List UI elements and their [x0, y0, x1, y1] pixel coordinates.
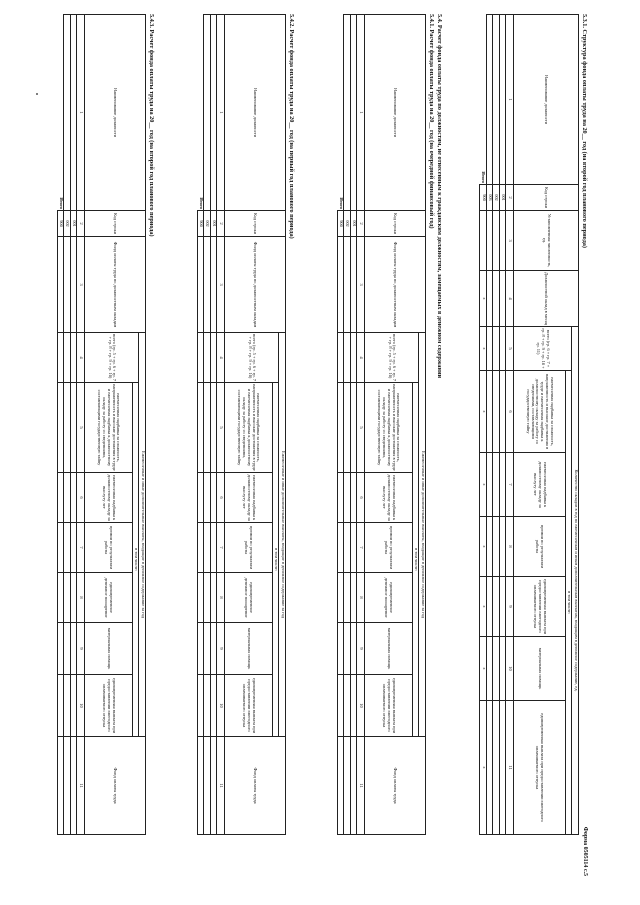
incl-header: в том числе:: [412, 383, 419, 737]
colnum: 3: [77, 237, 85, 333]
col-code-header: Код строки: [513, 185, 578, 211]
table-row: [344, 15, 350, 835]
cell[interactable]: [480, 211, 487, 271]
colnum: 8: [506, 517, 514, 577]
colnum: 10: [217, 675, 225, 737]
cell[interactable]: [499, 517, 505, 577]
total-code: 900: [337, 211, 344, 237]
cross-mark: x: [480, 453, 487, 517]
total-row: [197, 15, 204, 835]
table-row: [487, 15, 493, 835]
col8-header: единовременное денежное поощрение: [364, 573, 412, 623]
col6-header: ежемесячная надбавка к должностному окладу за выслугу лет: [84, 473, 132, 523]
cell[interactable]: [487, 517, 493, 577]
cell[interactable]: [57, 573, 64, 623]
col-total-header: всего (гр. 5 + гр. 6 + гр. 7 + гр. 8 + гр. 9 + гр. 10): [84, 333, 139, 383]
colnum: 4: [77, 333, 85, 383]
cross-mark: x: [480, 271, 487, 327]
row-code: 002: [344, 211, 350, 237]
table-row: [70, 15, 76, 835]
colnum: 5: [357, 383, 365, 473]
title-542: 5.4.2. Расчет фонда оплаты труда на 20__ год (на первый год планового периода): [288, 14, 295, 239]
cell[interactable]: [197, 237, 204, 333]
col-fund-header: Фонд оплаты труда по должностным окладам: [224, 237, 285, 333]
colnum: 3: [217, 237, 225, 333]
cell[interactable]: [337, 523, 344, 573]
cell[interactable]: [197, 737, 204, 835]
colnum: 4: [357, 333, 365, 383]
group-header: Ежемесячные и иные дополнительные выплаты, входящие в денежное содержание за год: [279, 333, 286, 737]
cell[interactable]: [57, 237, 64, 333]
col8-header: единовременное денежное поощрение: [224, 573, 272, 623]
structure-table: [479, 14, 579, 835]
cell[interactable]: [210, 383, 216, 473]
cell[interactable]: [499, 211, 505, 271]
colnum: 6: [217, 473, 225, 523]
cell[interactable]: [337, 383, 344, 473]
colnum: 1: [77, 15, 85, 211]
total-code: 900: [57, 211, 64, 237]
col-code-header: Код строки: [84, 211, 145, 237]
colnum: 10: [357, 675, 365, 737]
cell[interactable]: [204, 15, 210, 211]
cell[interactable]: [204, 675, 210, 737]
cell[interactable]: [70, 675, 76, 737]
cell[interactable]: [70, 623, 76, 675]
cell[interactable]: [64, 573, 70, 623]
group-header: Ежемесячные и иные дополнительные выплаты, входящие в денежное содержание за год: [419, 333, 426, 737]
table-row: [350, 15, 356, 835]
form-id: Форма 0505114 с.5: [582, 826, 588, 876]
cell[interactable]: [210, 333, 216, 383]
col5-header: ежемесячная надбавка за сложность, напряженность и высокие достижения в труде и ежемесячная надбавка к должностному окладу за работу со сведениями, составляющими государственную тайну: [224, 383, 272, 473]
colnum: 2: [217, 211, 225, 237]
cell[interactable]: [499, 637, 505, 701]
colnum: 7: [357, 523, 365, 573]
col-name-header: Наименование должности: [224, 15, 285, 211]
cell[interactable]: [197, 573, 204, 623]
cell[interactable]: [64, 523, 70, 573]
col7-header: премии по результатам работы: [84, 523, 132, 573]
cell[interactable]: [350, 675, 356, 737]
colnum: 5: [77, 383, 85, 473]
total-code: 900: [197, 211, 204, 237]
colnum: 4: [506, 271, 514, 327]
cell[interactable]: [64, 473, 70, 523]
cell[interactable]: [344, 737, 350, 835]
colnum: 1: [217, 15, 225, 211]
cell[interactable]: [57, 383, 64, 473]
cell[interactable]: [337, 623, 344, 675]
col6-header: ежемесячная надбавка к должностному окладу за выслугу лет: [364, 473, 412, 523]
cell[interactable]: [204, 523, 210, 573]
cell[interactable]: [57, 737, 64, 835]
col-salary-header: Должностной оклад в месяц: [513, 271, 578, 327]
cell[interactable]: [350, 573, 356, 623]
col9-header: материальная помощь: [364, 623, 412, 675]
cell[interactable]: [197, 523, 204, 573]
cell[interactable]: [487, 701, 493, 835]
cell[interactable]: [70, 573, 76, 623]
col10-header: единовременная выплата при предоставлении ежегодного оплачиваемого отпуска: [364, 675, 412, 737]
col8-header: единовременное денежное поощрение: [84, 573, 132, 623]
cell[interactable]: [493, 371, 499, 453]
cell[interactable]: [337, 237, 344, 333]
cell[interactable]: [344, 383, 350, 473]
cell[interactable]: [204, 737, 210, 835]
cell[interactable]: [499, 15, 505, 185]
cell[interactable]: [70, 523, 76, 573]
cross-mark: x: [480, 637, 487, 701]
payroll-table-543: [57, 14, 146, 835]
incl-header: в том числе:: [272, 383, 279, 737]
colnum: 11: [77, 737, 85, 835]
cell[interactable]: [197, 383, 204, 473]
col-total-header: всего (гр. 5 + гр. 6 + гр. 7 + гр. 8 + гр. 9 + гр. 10): [224, 333, 279, 383]
cell[interactable]: [197, 623, 204, 675]
cell[interactable]: [337, 573, 344, 623]
cell[interactable]: [197, 333, 204, 383]
cell[interactable]: [64, 15, 70, 211]
cell[interactable]: [487, 271, 493, 327]
cell[interactable]: [70, 383, 76, 473]
colnum: 2: [506, 185, 514, 211]
colnum: 1: [506, 15, 514, 185]
cell[interactable]: [70, 473, 76, 523]
row-code: 001: [499, 185, 505, 211]
colnum: 10: [77, 675, 85, 737]
cell[interactable]: [350, 523, 356, 573]
cell[interactable]: [344, 523, 350, 573]
cell[interactable]: [64, 737, 70, 835]
colnum: 7: [506, 453, 514, 517]
col8-header: премии по результатам работы: [513, 517, 565, 577]
colnum: 7: [77, 523, 85, 573]
col-code-header: Код строки: [364, 211, 425, 237]
colnum: 11: [506, 701, 514, 835]
colnum: 11: [217, 737, 225, 835]
cell[interactable]: [493, 271, 499, 327]
colnum: 5: [506, 327, 514, 371]
cell[interactable]: [57, 675, 64, 737]
cell[interactable]: [499, 453, 505, 517]
col-name-header: Наименование должности: [364, 15, 425, 211]
payroll-table-541: [337, 14, 426, 835]
cell[interactable]: [204, 473, 210, 523]
row-code: 002: [493, 185, 499, 211]
col9-header: материальная помощь: [84, 623, 132, 675]
cell[interactable]: [493, 327, 499, 371]
cell[interactable]: [493, 637, 499, 701]
row-code: 001: [70, 211, 76, 237]
col-fund-header: Фонд оплаты труда по должностным окладам: [364, 237, 425, 333]
col5-header: ежемесячная надбавка за сложность, напряженность и высокие достижения в труде и ежемесячная надбавка к должностному окладу за работу со сведениями, составляющими государственную тайну: [84, 383, 132, 473]
cell[interactable]: [350, 737, 356, 835]
cell[interactable]: [350, 237, 356, 333]
cell[interactable]: [350, 623, 356, 675]
cell[interactable]: [210, 623, 216, 675]
cross-mark: x: [480, 517, 487, 577]
total-label: Итого: [337, 15, 344, 211]
cell[interactable]: [344, 675, 350, 737]
cell[interactable]: [64, 383, 70, 473]
cell[interactable]: [350, 15, 356, 211]
cell[interactable]: [337, 333, 344, 383]
cell[interactable]: [57, 333, 64, 383]
col7-header: премии по результатам работы: [364, 523, 412, 573]
table-row: [210, 15, 216, 835]
cell[interactable]: [64, 237, 70, 333]
cell[interactable]: [204, 623, 210, 675]
cell[interactable]: [487, 211, 493, 271]
colnum: 3: [506, 211, 514, 271]
col10-header: материальная помощь: [513, 637, 565, 701]
col5-header: ежемесячная надбавка за сложность, напряженность и высокие достижения в труде и ежемесячная надбавка к должностному окладу за работу со сведениями, составляющими государственную тайну: [364, 383, 412, 473]
cell[interactable]: [210, 573, 216, 623]
cell[interactable]: [57, 523, 64, 573]
cell[interactable]: [210, 523, 216, 573]
cross-mark: x: [480, 371, 487, 453]
payroll-table-542: [197, 14, 286, 835]
colnum: 7: [217, 523, 225, 573]
cell[interactable]: [204, 573, 210, 623]
group-header: Ежемесячные и иные дополнительные выплаты, входящие в денежное содержание за год: [139, 333, 146, 737]
colnum: 10: [506, 637, 514, 701]
cell[interactable]: [70, 737, 76, 835]
row-code: 002: [64, 211, 70, 237]
cell[interactable]: [57, 623, 64, 675]
col11-header: Фонд оплаты труда: [224, 737, 285, 835]
row-code: 003: [487, 185, 493, 211]
group-header: Количество окладов в год по ежемесячным и иным дополнительным выплатам, входящим в денежное содержание, ед.: [572, 327, 579, 835]
total-code: 900: [480, 185, 487, 211]
incl-header: в том числе:: [565, 371, 572, 835]
colnum: 9: [357, 623, 365, 675]
cell[interactable]: [350, 333, 356, 383]
cell[interactable]: [493, 453, 499, 517]
cell[interactable]: [204, 333, 210, 383]
table-row: [204, 15, 210, 835]
total-row: [57, 15, 64, 835]
colnum: 5: [217, 383, 225, 473]
cell[interactable]: [337, 473, 344, 523]
colnum: 6: [357, 473, 365, 523]
col9-header: единовременная выплата при предоставлении ежегодного оплачиваемого отпуска: [513, 577, 565, 637]
cross-mark: x: [480, 577, 487, 637]
cell[interactable]: [487, 453, 493, 517]
cell[interactable]: [493, 517, 499, 577]
rotated-form: [0, 10, 590, 880]
cell[interactable]: [499, 577, 505, 637]
total-label: Итого: [480, 15, 487, 185]
cell[interactable]: [499, 701, 505, 835]
cell[interactable]: [57, 473, 64, 523]
col-name-header: Наименование должности: [84, 15, 145, 211]
col10-header: единовременная выплата при предоставлении ежегодного оплачиваемого отпуска: [224, 675, 272, 737]
cell[interactable]: [210, 473, 216, 523]
column-numbers-row: [77, 15, 85, 835]
cell[interactable]: [210, 237, 216, 333]
cell[interactable]: [344, 623, 350, 675]
col6-header: ежемесячная надбавка к должностному окладу за выслугу лет: [224, 473, 272, 523]
cell[interactable]: [344, 573, 350, 623]
cell[interactable]: [487, 15, 493, 185]
total-row: [480, 15, 487, 835]
colnum: 6: [77, 473, 85, 523]
row-code: 001: [350, 211, 356, 237]
total-row: [337, 15, 344, 835]
cell[interactable]: [493, 15, 499, 185]
col7-header: ежемесячная надбавка к должностному окладу за выслугу лет: [513, 453, 565, 517]
cell[interactable]: [197, 675, 204, 737]
cell[interactable]: [210, 737, 216, 835]
cell[interactable]: [350, 473, 356, 523]
colnum: 6: [506, 371, 514, 453]
col-total-header: всего (гр. 6 + гр. 7 + гр. 8 + гр. 9 + гр. 10 + гр. 11): [513, 327, 572, 371]
total-label: Итого: [197, 15, 204, 211]
row-code: 001: [210, 211, 216, 237]
incl-header: в том числе:: [132, 383, 139, 737]
cell[interactable]: [493, 577, 499, 637]
col11-header: единовременная выплата при предоставлении ежегодного оплачиваемого отпуска: [513, 701, 565, 835]
cell[interactable]: [64, 675, 70, 737]
colnum: 8: [77, 573, 85, 623]
title-541: 5.4.1. Расчет фонда оплаты труда на 20__ год (на очередной финансовый год): [428, 14, 435, 229]
cell[interactable]: [204, 383, 210, 473]
cell[interactable]: [487, 637, 493, 701]
col-code-header: Код строки: [224, 211, 285, 237]
total-label: Итого: [57, 15, 64, 211]
column-numbers-row: [506, 15, 514, 835]
cell[interactable]: [197, 473, 204, 523]
row-code: 002: [204, 211, 210, 237]
col6-header: ежемесячная надбавка за сложность, напряженность и высокие достижения в труде и ежемесячная надбавка к должностному окладу за работу со сведениями, составляющими государственную тайну: [513, 371, 565, 453]
col9-header: материальная помощь: [224, 623, 272, 675]
table-row: [499, 15, 505, 835]
col11-header: Фонд оплаты труда: [84, 737, 145, 835]
cell[interactable]: [64, 623, 70, 675]
cell[interactable]: [499, 371, 505, 453]
col11-header: Фонд оплаты труда: [364, 737, 425, 835]
title-54: 5.4. Расчет фонда оплаты труда по должностям, не отнесенным к гражданским должностям, замещаемых в денежном содержании: [436, 14, 443, 379]
cell[interactable]: [499, 271, 505, 327]
cell[interactable]: [64, 333, 70, 383]
colnum: 3: [357, 237, 365, 333]
colnum: 8: [217, 573, 225, 623]
colnum: 2: [77, 211, 85, 237]
title-531: 5.3.1. Структура фонда оплаты труда на 20__ год (на второй год планового периода): [581, 14, 588, 248]
col-fund-header: Фонд оплаты труда по должностным окладам: [84, 237, 145, 333]
cell[interactable]: [70, 237, 76, 333]
colnum: 8: [357, 573, 365, 623]
col-staff-header: Установленная численность, ед.: [513, 211, 578, 271]
col-name-header: Наименование должности: [513, 15, 578, 185]
cross-mark: x: [480, 327, 487, 371]
colnum: 4: [217, 333, 225, 383]
table-row: [64, 15, 70, 835]
cross-mark: x: [480, 701, 487, 835]
cell[interactable]: [487, 577, 493, 637]
cell[interactable]: [344, 15, 350, 211]
cell[interactable]: [493, 211, 499, 271]
cell[interactable]: [204, 237, 210, 333]
cell[interactable]: [344, 237, 350, 333]
cell[interactable]: [350, 383, 356, 473]
table-row: [493, 15, 499, 835]
colnum: 9: [77, 623, 85, 675]
cell[interactable]: [344, 473, 350, 523]
cell[interactable]: [337, 675, 344, 737]
cell[interactable]: [499, 327, 505, 371]
cell[interactable]: [344, 333, 350, 383]
col10-header: единовременная выплата при предоставлении ежегодного оплачиваемого отпуска: [84, 675, 132, 737]
cell[interactable]: [70, 15, 76, 211]
cell[interactable]: [210, 15, 216, 211]
cell[interactable]: [70, 333, 76, 383]
col-total-header: всего (гр. 5 + гр. 6 + гр. 7 + гр. 8 + гр. 9 + гр. 10): [364, 333, 419, 383]
colnum: 11: [357, 737, 365, 835]
column-numbers-row: [217, 15, 225, 835]
cell[interactable]: [210, 675, 216, 737]
colnum: 2: [357, 211, 365, 237]
colnum: 9: [217, 623, 225, 675]
column-numbers-row: [357, 15, 365, 835]
cell[interactable]: [337, 737, 344, 835]
colnum: 9: [506, 577, 514, 637]
col7-header: премии по результатам работы: [224, 523, 272, 573]
title-543: 5.4.3. Расчет фонда оплаты труда на 20__ год (на второй год планового периода): [148, 14, 155, 237]
cell[interactable]: [493, 701, 499, 835]
colnum: 1: [357, 15, 365, 211]
cell[interactable]: [487, 371, 493, 453]
cell[interactable]: [487, 327, 493, 371]
